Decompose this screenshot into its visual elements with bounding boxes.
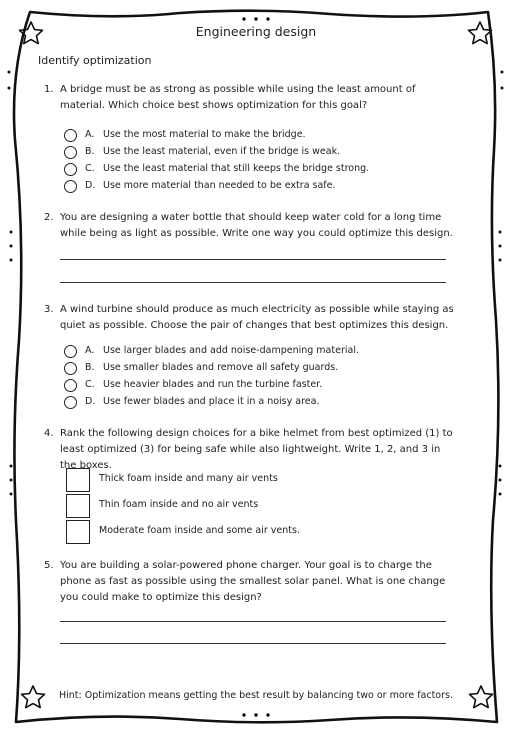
radio-circle[interactable] <box>64 379 77 392</box>
radio-circle[interactable] <box>64 129 77 142</box>
question-number: 3. <box>44 304 54 315</box>
section-title: Identify optimization <box>38 54 152 67</box>
radio-circle[interactable] <box>64 396 77 409</box>
question-5 <box>44 558 454 606</box>
radio-circle[interactable] <box>64 345 77 358</box>
radio-circle[interactable] <box>64 180 77 193</box>
hint-text: Hint: Optimization means getting the best result by balancing two or more factors. <box>59 690 453 701</box>
question-2 <box>44 210 454 242</box>
page-title: Engineering design <box>195 24 317 39</box>
question-number: 5. <box>44 560 54 571</box>
answer-line[interactable] <box>60 621 446 622</box>
question-text: A wind turbine should produce as much electricity as possible while staying as quiet as possible. Choose the pair of changes that best optimizes this design. <box>60 304 454 331</box>
question-1 <box>44 82 454 114</box>
rank-box[interactable] <box>66 520 90 544</box>
rank-box[interactable] <box>66 494 90 518</box>
question-text: You are building a solar-powered phone charger. Your goal is to charge the phone as fast as possible using the smallest solar panel. What is one change you could make to optimize this design? <box>60 560 446 603</box>
radio-circle[interactable] <box>64 163 77 176</box>
question-text: Rank the following design choices for a bike helmet from best optimized (1) to least optimized (3) for being safe while also lightweight. Write 1, 2, and 3 in the boxes. <box>60 428 453 471</box>
question-number: 4. <box>44 428 54 439</box>
answer-line[interactable] <box>60 643 446 644</box>
radio-circle[interactable] <box>64 146 77 159</box>
question-number: 2. <box>44 212 54 223</box>
answer-line[interactable] <box>60 259 446 260</box>
radio-circle[interactable] <box>64 362 77 375</box>
question-4 <box>44 426 454 474</box>
rank-box[interactable] <box>66 468 90 492</box>
question-text: A bridge must be as strong as possible while using the least amount of material. Which choice best shows optimization for this goal? <box>60 84 416 111</box>
question-3 <box>44 302 454 334</box>
question-text: You are designing a water bottle that should keep water cold for a long time while being as light as possible. Write one way you could optimize this design. <box>60 212 453 239</box>
answer-line[interactable] <box>60 282 446 283</box>
question-number: 1. <box>44 84 54 95</box>
